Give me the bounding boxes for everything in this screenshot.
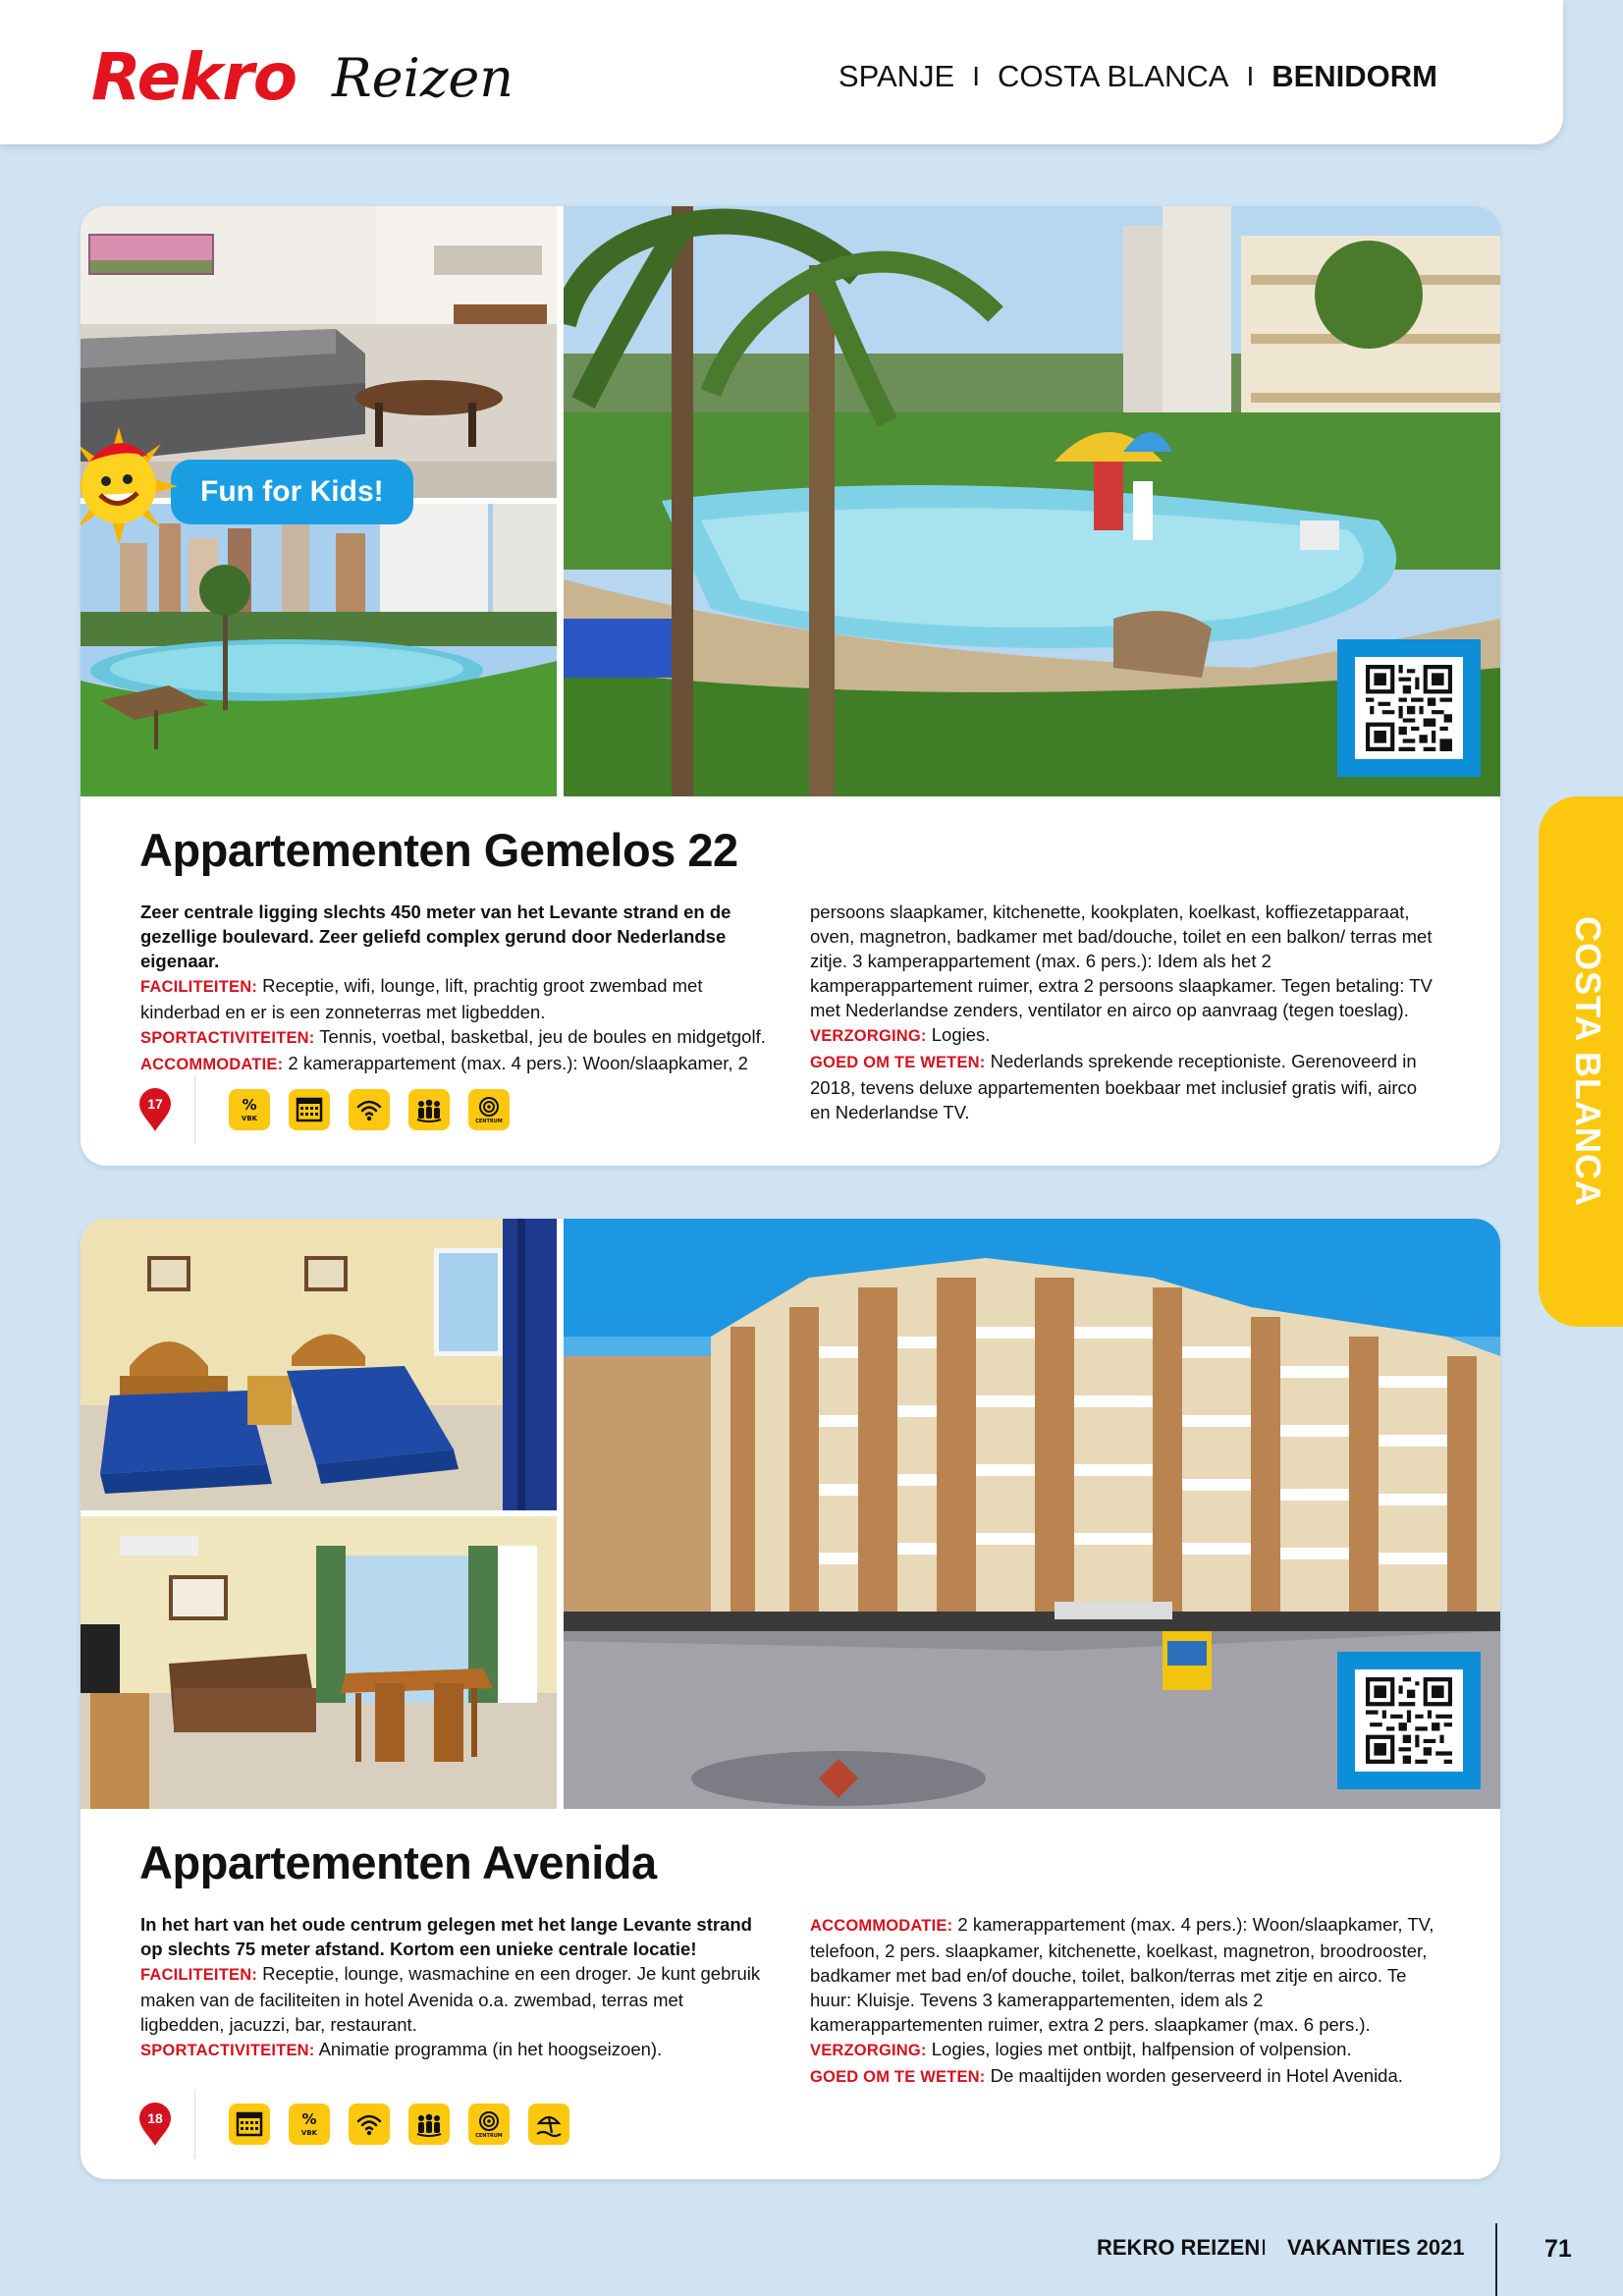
fun-for-kids-label: Fun for Kids! [171,460,413,524]
description-left [140,1912,769,2063]
breadcrumb-region[interactable]: COSTA BLANCA [998,59,1229,93]
amenity-icons [139,2090,588,2159]
svg-text:%: % [301,2110,317,2128]
accommodation-title: Appartementen Avenida [139,1836,657,1888]
sun-mascot-icon [81,422,183,550]
description-right [810,1912,1438,2090]
sports-paragraph: SPORTACTIVITEITEN: Tennis, voetbal, basketbal, jeu de boules en midgetgolf. [140,1026,766,1047]
region-side-tab[interactable] [1539,796,1623,1327]
accommodation-card-gemelos [81,206,1500,1166]
good-to-know-paragraph: GOED OM TE WETEN: Nederlands sprekende receptioniste. Gerenoveerd in 2018, tevens deluxe appartementen boekbaar met inclusief gratis wifi, airco en Nederlandse TV. [810,1051,1418,1122]
svg-text:VBK: VBK [300,2129,318,2137]
care-paragraph: VERZORGING: Logies, logies met ontbijt, halfpension of volpension. [810,2039,1352,2059]
svg-text:VBK: VBK [241,1115,258,1122]
calendar-icon [289,1089,330,1130]
family-icon [408,1089,450,1130]
accommodation-paragraph: ACCOMMODATIE: 2 kamerappartement (max. 4 pers.): Woon/slaapkamer, 2 [140,1053,748,1073]
page-header [0,0,1563,144]
calendar-icon [229,2104,270,2145]
footer-brand: REKRO REIZEN [1097,2235,1261,2260]
photo-street-building [564,1219,1500,1809]
page-number: 71 [1544,2235,1572,2263]
region-side-tab-label: COSTA BLANCA [1568,916,1608,1207]
photo-kids-pool [564,206,1500,796]
sports-paragraph: SPORTACTIVITEITEN: Animatie programma (in het hoogseizoen). [140,2039,663,2059]
discount-vbk-icon [289,2104,330,2145]
accommodation-paragraph: ACCOMMODATIE: 2 kamerappartement (max. 4 pers.): Woon/slaapkamer, TV, telefoon, 2 pers. slaapkamer, kitchenette, koelkast, magnetron, broodrooster, badkamer met bad en/of douche, toilet, balkon/terras met zitje en airco. Te huur: Kluisje. Tevens 3 kamerappartementen, idem als 2 kamerappartementen ruimer, extra 2 pers. slaapkamer (max. 6 pers.). [810,1914,1434,2035]
facilities-paragraph: FACILITEITEN: Receptie, lounge, wasmachine en een droger. Je kunt gebruik maken van de faciliteiten in hotel Avenida o.a. zwembad, terras met ligbedden, jacuzzi, bar, restaurant. [140,1963,761,2035]
qr-code-icon [1366,665,1452,751]
centrum-icon [468,2104,510,2145]
good-to-know-paragraph: GOED OM TE WETEN: De maaltijden worden geserveerd in Hotel Avenida. [810,2065,1403,2086]
care-paragraph: VERZORGING: Logies. [810,1024,991,1045]
facilities-paragraph: FACILITEITEN: Receptie, wifi, lounge, lift, prachtig groot zwembad met kinderbad en er is een zonneterras met ligbedden. [140,975,703,1022]
qr-code-gemelos[interactable] [1337,639,1481,777]
map-pin-number: 17 [147,1096,163,1112]
qr-code-icon [1366,1677,1452,1764]
footer-edition: VAKANTIES 2021 [1287,2235,1465,2260]
svg-text:CENTRUM: CENTRUM [475,2133,503,2139]
map-pin-icon[interactable] [139,1088,171,1131]
discount-vbk-icon [229,1089,270,1130]
beach-icon [528,2104,569,2145]
accommodation-title: Appartementen Gemelos 22 [139,824,738,876]
breadcrumb-city: BENIDORM [1271,59,1437,93]
accommodation-card-avenida [81,1219,1500,2179]
amenity-icons [139,1075,528,1144]
wifi-icon [349,2104,390,2145]
description-left [140,900,769,1077]
breadcrumb: SPANJE I COSTA BLANCA I BENIDORM [838,59,1437,93]
family-icon [408,2104,450,2145]
intro-text: Zeer centrale ligging slechts 450 meter van het Levante strand en de gezellige boulevard. Zeer geliefd complex gerund door Nederlandse eigenaar. [140,902,731,971]
accommodation-continued: persoons slaapkamer, kitchenette, kookplaten, koelkast, koffiezetapparaat, oven, magnetron, badkamer met bad/douche, toilet en een balkon/ terras met zitje. 3 kamperappartement (max. 6 pers.): Idem als het 2 kamperappartement ruimer, extra 2 persoons slaapkamer. Tegen betaling: TV met Nederlandse zenders, ventilator en airco op aanvraag (tegen toeslag). [810,902,1433,1020]
svg-text:%: % [242,1096,257,1114]
centrum-icon [468,1089,510,1130]
map-pin-icon[interactable] [139,2103,171,2146]
wifi-icon [349,1089,390,1130]
fun-for-kids-badge [81,442,493,579]
intro-text: In het hart van het oude centrum gelegen met het lange Levante strand op slechts 75 meter afstand. Kortom een unieke centrale locatie! [140,1914,752,1959]
breadcrumb-country[interactable]: SPANJE [838,59,955,93]
photo-bedroom [81,1219,557,1510]
svg-text:CENTRUM: CENTRUM [475,1119,503,1124]
brand-logo[interactable]: Rekro [91,39,298,115]
description-right [810,900,1438,1124]
map-pin-number: 18 [147,2110,163,2126]
photo-lounge [81,1516,557,1809]
qr-code-avenida[interactable] [1337,1652,1481,1789]
brand-logo-script: Reizen [332,47,514,109]
